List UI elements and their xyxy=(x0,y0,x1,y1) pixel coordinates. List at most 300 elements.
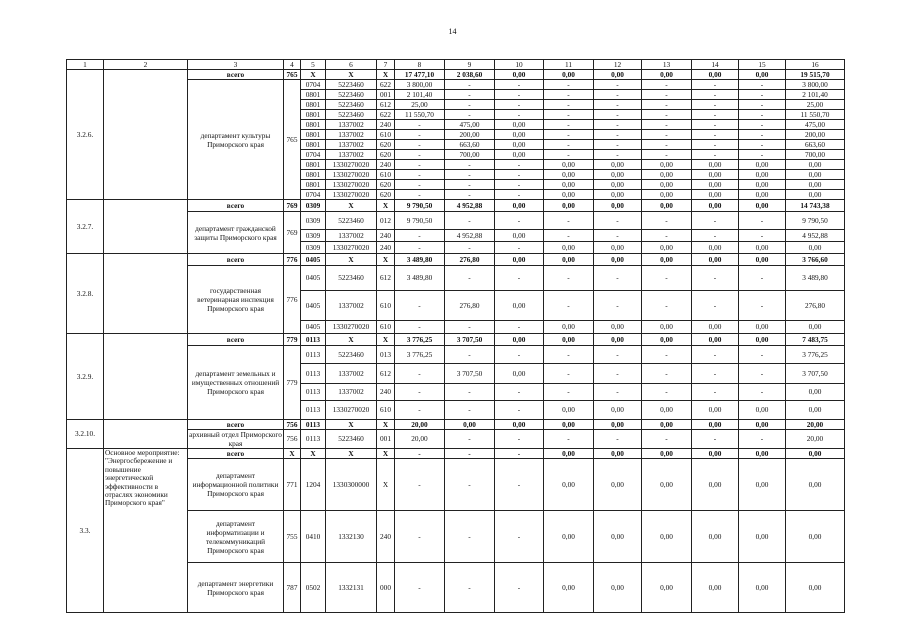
total-cell: 0,00 xyxy=(642,254,692,266)
data-cell: - xyxy=(692,346,739,364)
total-cell: 0,00 xyxy=(495,200,544,212)
data-cell: - xyxy=(395,291,445,321)
total-cell: 0,00 xyxy=(544,334,594,346)
section-description xyxy=(104,420,188,449)
data-cell: 622 xyxy=(377,80,395,90)
department-name: департамент гражданской защиты Приморского края xyxy=(188,212,284,254)
data-cell: 0,00 xyxy=(642,170,692,180)
data-cell: - xyxy=(594,364,642,384)
data-cell: 0,00 xyxy=(786,170,845,180)
section-total-row xyxy=(67,449,845,459)
data-cell: - xyxy=(594,346,642,364)
data-cell: - xyxy=(445,180,495,190)
table-body xyxy=(67,60,845,613)
data-cell: - xyxy=(544,266,594,291)
data-cell: 0,00 xyxy=(786,384,845,401)
data-cell: - xyxy=(594,212,642,230)
data-cell: - xyxy=(739,90,786,100)
data-cell: 0704 xyxy=(301,190,326,200)
total-cell: 0,00 xyxy=(544,254,594,266)
data-cell: - xyxy=(544,120,594,130)
data-cell: 1330270020 xyxy=(326,160,377,170)
data-cell: 1337002 xyxy=(326,120,377,130)
data-cell: - xyxy=(544,90,594,100)
data-cell: 3 800,00 xyxy=(395,80,445,90)
data-cell: - xyxy=(594,140,642,150)
data-cell: X xyxy=(377,459,395,511)
department-name: департамент земельных и имущественных отношений Приморского края xyxy=(188,346,284,420)
data-cell: 0,00 xyxy=(544,563,594,613)
data-cell: 0,00 xyxy=(544,180,594,190)
data-cell: - xyxy=(642,100,692,110)
data-cell: 622 xyxy=(377,110,395,120)
data-cell: - xyxy=(495,430,544,449)
data-cell: 0801 xyxy=(301,180,326,190)
data-cell: 5223460 xyxy=(326,110,377,120)
data-cell: 11 550,70 xyxy=(786,110,845,120)
data-cell: 0,00 xyxy=(739,190,786,200)
data-cell: 700,00 xyxy=(445,150,495,160)
data-cell: 0801 xyxy=(301,140,326,150)
data-cell: - xyxy=(642,90,692,100)
data-cell: 610 xyxy=(377,170,395,180)
total-cell: X xyxy=(377,334,395,346)
column-header: 7 xyxy=(377,60,395,70)
data-cell: 0,00 xyxy=(786,511,845,563)
section-code: 3.2.7. xyxy=(67,200,104,254)
data-cell: 0113 xyxy=(301,346,326,364)
total-cell: 0,00 xyxy=(594,420,642,430)
data-cell: 5223460 xyxy=(326,266,377,291)
total-cell: 3 489,80 xyxy=(395,254,445,266)
data-cell: - xyxy=(692,110,739,120)
total-cell: 0,00 xyxy=(594,334,642,346)
data-cell: 1330300000 xyxy=(326,459,377,511)
section-total-row xyxy=(67,70,845,80)
data-cell: 5223460 xyxy=(326,90,377,100)
data-cell: - xyxy=(495,190,544,200)
data-cell: - xyxy=(395,130,445,140)
total-cell: 0,00 xyxy=(692,449,739,459)
data-cell: 0801 xyxy=(301,170,326,180)
data-cell: - xyxy=(544,140,594,150)
data-cell: 0801 xyxy=(301,130,326,140)
data-cell: - xyxy=(445,563,495,613)
data-cell: 0704 xyxy=(301,80,326,90)
total-cell: X xyxy=(326,254,377,266)
data-cell: 0,00 xyxy=(739,170,786,180)
data-cell: 0,00 xyxy=(739,563,786,613)
data-cell: 0,00 xyxy=(594,321,642,334)
data-cell: 0,00 xyxy=(544,242,594,254)
total-cell: 0405 xyxy=(301,254,326,266)
data-cell: 0,00 xyxy=(692,170,739,180)
data-cell: 1337002 xyxy=(326,150,377,160)
data-cell: - xyxy=(395,321,445,334)
data-cell: 0,00 xyxy=(544,321,594,334)
column-header: 14 xyxy=(692,60,739,70)
total-cell: 0,00 xyxy=(692,70,739,80)
total-cell: 19 515,70 xyxy=(786,70,845,80)
data-cell: - xyxy=(445,459,495,511)
total-cell: 0,00 xyxy=(544,200,594,212)
total-cell: 4 952,88 xyxy=(445,200,495,212)
total-cell: 0,00 xyxy=(692,420,739,430)
data-cell: - xyxy=(495,459,544,511)
data-cell: - xyxy=(594,230,642,242)
data-cell: 0,00 xyxy=(495,230,544,242)
data-cell: - xyxy=(544,230,594,242)
data-cell: 240 xyxy=(377,160,395,170)
data-cell: 000 xyxy=(377,563,395,613)
data-cell: - xyxy=(445,160,495,170)
total-cell: - xyxy=(495,449,544,459)
data-cell: 0801 xyxy=(301,90,326,100)
data-cell: - xyxy=(642,140,692,150)
data-cell: 0,00 xyxy=(495,120,544,130)
total-cell: 14 743,38 xyxy=(786,200,845,212)
data-cell: - xyxy=(544,150,594,160)
total-cell: 0,00 xyxy=(544,70,594,80)
data-cell: - xyxy=(692,130,739,140)
data-cell: 012 xyxy=(377,212,395,230)
column-header: 11 xyxy=(544,60,594,70)
total-cell: 0,00 xyxy=(594,254,642,266)
column-header: 13 xyxy=(642,60,692,70)
section-description xyxy=(104,70,188,200)
data-cell: - xyxy=(445,90,495,100)
data-cell: 1337002 xyxy=(326,130,377,140)
data-cell: 612 xyxy=(377,364,395,384)
data-cell: 5223460 xyxy=(326,430,377,449)
column-header: 5 xyxy=(301,60,326,70)
data-cell: 610 xyxy=(377,321,395,334)
data-cell: - xyxy=(445,511,495,563)
data-cell: 0405 xyxy=(301,291,326,321)
data-cell: - xyxy=(692,140,739,150)
data-cell: - xyxy=(495,90,544,100)
data-cell: 240 xyxy=(377,120,395,130)
total-cell: 0,00 xyxy=(739,254,786,266)
data-cell: 0113 xyxy=(301,384,326,401)
column-header: 4 xyxy=(284,60,301,70)
total-cell: 0,00 xyxy=(544,449,594,459)
data-cell: - xyxy=(495,212,544,230)
total-cell: 0,00 xyxy=(739,449,786,459)
data-cell: 1330270020 xyxy=(326,180,377,190)
grbs-code: 769 xyxy=(284,212,301,254)
data-cell: - xyxy=(395,230,445,242)
data-cell: - xyxy=(739,230,786,242)
grbs-code: 787 xyxy=(284,563,301,613)
data-cell: 3 707,50 xyxy=(445,364,495,384)
section-total-row xyxy=(67,200,845,212)
data-cell: 013 xyxy=(377,346,395,364)
total-cell: 3 776,25 xyxy=(395,334,445,346)
data-cell: 0,00 xyxy=(786,459,845,511)
total-cell: 0113 xyxy=(301,334,326,346)
total-cell: X xyxy=(326,334,377,346)
data-cell: - xyxy=(739,430,786,449)
data-cell: 0,00 xyxy=(544,511,594,563)
total-cell: 765 xyxy=(284,70,301,80)
data-cell: - xyxy=(642,291,692,321)
data-cell: - xyxy=(495,511,544,563)
data-cell: 620 xyxy=(377,150,395,160)
grbs-code: 776 xyxy=(284,266,301,334)
data-cell: 3 776,25 xyxy=(786,346,845,364)
data-cell: 0405 xyxy=(301,321,326,334)
section-description xyxy=(104,334,188,420)
data-cell: 0,00 xyxy=(739,459,786,511)
column-header: 12 xyxy=(594,60,642,70)
data-cell: - xyxy=(739,384,786,401)
total-cell: 0,00 xyxy=(445,420,495,430)
data-cell: 3 489,80 xyxy=(395,266,445,291)
data-cell: - xyxy=(642,110,692,120)
data-cell: 0502 xyxy=(301,563,326,613)
data-cell: - xyxy=(692,430,739,449)
total-cell: 2 038,60 xyxy=(445,70,495,80)
data-cell: - xyxy=(594,100,642,110)
data-cell: 0,00 xyxy=(544,170,594,180)
data-cell: - xyxy=(395,140,445,150)
total-cell: 0,00 xyxy=(495,70,544,80)
data-cell: 0,00 xyxy=(692,190,739,200)
data-cell: 9 790,50 xyxy=(395,212,445,230)
data-cell: - xyxy=(692,212,739,230)
data-cell: 1204 xyxy=(301,459,326,511)
data-cell: - xyxy=(692,90,739,100)
data-cell: 700,00 xyxy=(786,150,845,160)
data-cell: 0,00 xyxy=(594,459,642,511)
total-cell: 0,00 xyxy=(495,254,544,266)
column-header: 8 xyxy=(395,60,445,70)
data-cell: 3 707,50 xyxy=(786,364,845,384)
data-cell: - xyxy=(445,80,495,90)
data-cell: 1330270020 xyxy=(326,321,377,334)
data-cell: 0113 xyxy=(301,364,326,384)
data-cell: 0,00 xyxy=(692,242,739,254)
data-cell: 0309 xyxy=(301,242,326,254)
total-cell: 0,00 xyxy=(642,449,692,459)
data-cell: - xyxy=(544,80,594,90)
data-cell: 0410 xyxy=(301,511,326,563)
data-cell: - xyxy=(594,130,642,140)
total-cell: 20,00 xyxy=(395,420,445,430)
total-cell: 0,00 xyxy=(642,420,692,430)
department-name: архивный отдел Приморского края xyxy=(189,430,282,448)
data-cell: 0,00 xyxy=(642,321,692,334)
data-cell: 4 952,88 xyxy=(445,230,495,242)
data-cell: - xyxy=(395,384,445,401)
data-cell: 25,00 xyxy=(786,100,845,110)
section-total-row xyxy=(67,420,845,430)
data-cell: - xyxy=(594,80,642,90)
section-total-row xyxy=(67,254,845,266)
data-cell: 0,00 xyxy=(594,401,642,420)
column-header: 2 xyxy=(104,60,188,70)
data-cell: - xyxy=(739,212,786,230)
total-cell: X xyxy=(326,420,377,430)
data-cell: - xyxy=(495,110,544,120)
total-cell: X xyxy=(284,449,301,459)
total-cell: 0,00 xyxy=(692,334,739,346)
section-code: 3.3. xyxy=(67,449,104,613)
data-cell: 0801 xyxy=(301,100,326,110)
total-cell: 769 xyxy=(284,200,301,212)
data-cell: - xyxy=(445,110,495,120)
data-cell: 0113 xyxy=(301,401,326,420)
total-cell: 0,00 xyxy=(786,449,845,459)
data-cell: - xyxy=(642,80,692,90)
total-cell: X xyxy=(377,200,395,212)
data-cell: 0,00 xyxy=(642,242,692,254)
total-cell: 0,00 xyxy=(739,200,786,212)
total-cell: 276,80 xyxy=(445,254,495,266)
total-label: всего xyxy=(188,254,284,266)
data-cell: - xyxy=(495,346,544,364)
data-cell: 276,80 xyxy=(786,291,845,321)
data-cell: 3 489,80 xyxy=(786,266,845,291)
data-cell: - xyxy=(544,100,594,110)
data-cell: - xyxy=(692,100,739,110)
total-cell: 776 xyxy=(284,254,301,266)
data-cell: 612 xyxy=(377,266,395,291)
data-cell: - xyxy=(395,150,445,160)
data-cell: 0,00 xyxy=(739,321,786,334)
data-cell: 0,00 xyxy=(642,190,692,200)
data-cell: - xyxy=(594,266,642,291)
data-cell: - xyxy=(642,150,692,160)
data-cell: 0,00 xyxy=(786,321,845,334)
data-cell: 612 xyxy=(377,100,395,110)
total-cell: 756 xyxy=(284,420,301,430)
data-cell: 0,00 xyxy=(594,160,642,170)
data-cell: - xyxy=(594,110,642,120)
data-cell: - xyxy=(495,170,544,180)
column-header: 15 xyxy=(739,60,786,70)
data-cell: 0309 xyxy=(301,230,326,242)
total-cell: 0,00 xyxy=(495,334,544,346)
data-cell: - xyxy=(445,384,495,401)
total-cell: 0,00 xyxy=(692,200,739,212)
data-cell: 001 xyxy=(377,430,395,449)
data-cell: 001 xyxy=(377,90,395,100)
total-cell: X xyxy=(377,70,395,80)
data-cell: 0,00 xyxy=(594,242,642,254)
total-cell: 0,00 xyxy=(544,420,594,430)
data-cell: 0,00 xyxy=(594,180,642,190)
department-name: департамент информатизации и телекоммуникаций Приморского края xyxy=(188,511,284,563)
grbs-code: 779 xyxy=(284,346,301,420)
total-cell: 0,00 xyxy=(739,334,786,346)
total-cell: X xyxy=(377,254,395,266)
total-cell: 0,00 xyxy=(739,420,786,430)
data-cell: 200,00 xyxy=(786,130,845,140)
data-cell: - xyxy=(495,266,544,291)
data-cell: - xyxy=(642,120,692,130)
data-cell: 0,00 xyxy=(642,459,692,511)
data-cell: 0,00 xyxy=(594,190,642,200)
total-cell: 0,00 xyxy=(594,70,642,80)
data-cell: 1330270020 xyxy=(326,401,377,420)
grbs-code: 755 xyxy=(284,511,301,563)
section-code: 3.2.9. xyxy=(67,334,104,420)
data-cell: 0,00 xyxy=(495,364,544,384)
total-cell: X xyxy=(301,449,326,459)
data-cell: - xyxy=(594,430,642,449)
data-cell: 1337002 xyxy=(326,364,377,384)
section-code: 3.2.6. xyxy=(67,70,104,200)
data-cell: 0,00 xyxy=(739,242,786,254)
column-header: 10 xyxy=(495,60,544,70)
budget-table xyxy=(66,59,845,613)
data-cell: - xyxy=(495,180,544,190)
data-cell: 0,00 xyxy=(495,150,544,160)
data-cell: 9 790,50 xyxy=(786,212,845,230)
data-cell: - xyxy=(642,364,692,384)
data-cell: 0,00 xyxy=(692,563,739,613)
data-cell: 0,00 xyxy=(544,401,594,420)
data-cell: 1332131 xyxy=(326,563,377,613)
total-cell: 17 477,10 xyxy=(395,70,445,80)
data-cell: - xyxy=(642,212,692,230)
data-cell: - xyxy=(395,511,445,563)
data-cell: - xyxy=(739,150,786,160)
data-cell: 0801 xyxy=(301,110,326,120)
data-cell: - xyxy=(642,384,692,401)
data-cell: 620 xyxy=(377,140,395,150)
total-cell: 3 766,60 xyxy=(786,254,845,266)
column-header: 6 xyxy=(326,60,377,70)
data-cell: - xyxy=(544,346,594,364)
data-cell: 11 550,70 xyxy=(395,110,445,120)
data-cell: - xyxy=(544,110,594,120)
data-cell: 1332130 xyxy=(326,511,377,563)
data-cell: 663,60 xyxy=(445,140,495,150)
data-cell: - xyxy=(395,180,445,190)
data-cell: 1337002 xyxy=(326,140,377,150)
data-cell: 0,00 xyxy=(692,180,739,190)
data-cell: 663,60 xyxy=(786,140,845,150)
data-cell: 3 800,00 xyxy=(786,80,845,90)
total-cell: 0113 xyxy=(301,420,326,430)
data-cell: 1330270020 xyxy=(326,190,377,200)
total-label: всего xyxy=(188,200,284,212)
total-cell: 779 xyxy=(284,334,301,346)
data-cell: 0,00 xyxy=(544,459,594,511)
data-cell: - xyxy=(445,266,495,291)
data-cell: - xyxy=(544,212,594,230)
data-cell: 0,00 xyxy=(642,180,692,190)
data-cell: 610 xyxy=(377,401,395,420)
total-cell: X xyxy=(301,70,326,80)
column-header: 1 xyxy=(67,60,104,70)
data-cell: - xyxy=(692,80,739,90)
data-cell: 0,00 xyxy=(692,321,739,334)
data-cell: 276,80 xyxy=(445,291,495,321)
data-cell: - xyxy=(692,150,739,160)
data-cell: - xyxy=(739,80,786,90)
data-cell: - xyxy=(739,120,786,130)
data-cell: 0,00 xyxy=(495,130,544,140)
data-cell: - xyxy=(495,80,544,90)
data-cell: - xyxy=(594,150,642,160)
data-cell: - xyxy=(495,160,544,170)
total-cell: 7 483,75 xyxy=(786,334,845,346)
data-cell: 0113 xyxy=(301,430,326,449)
